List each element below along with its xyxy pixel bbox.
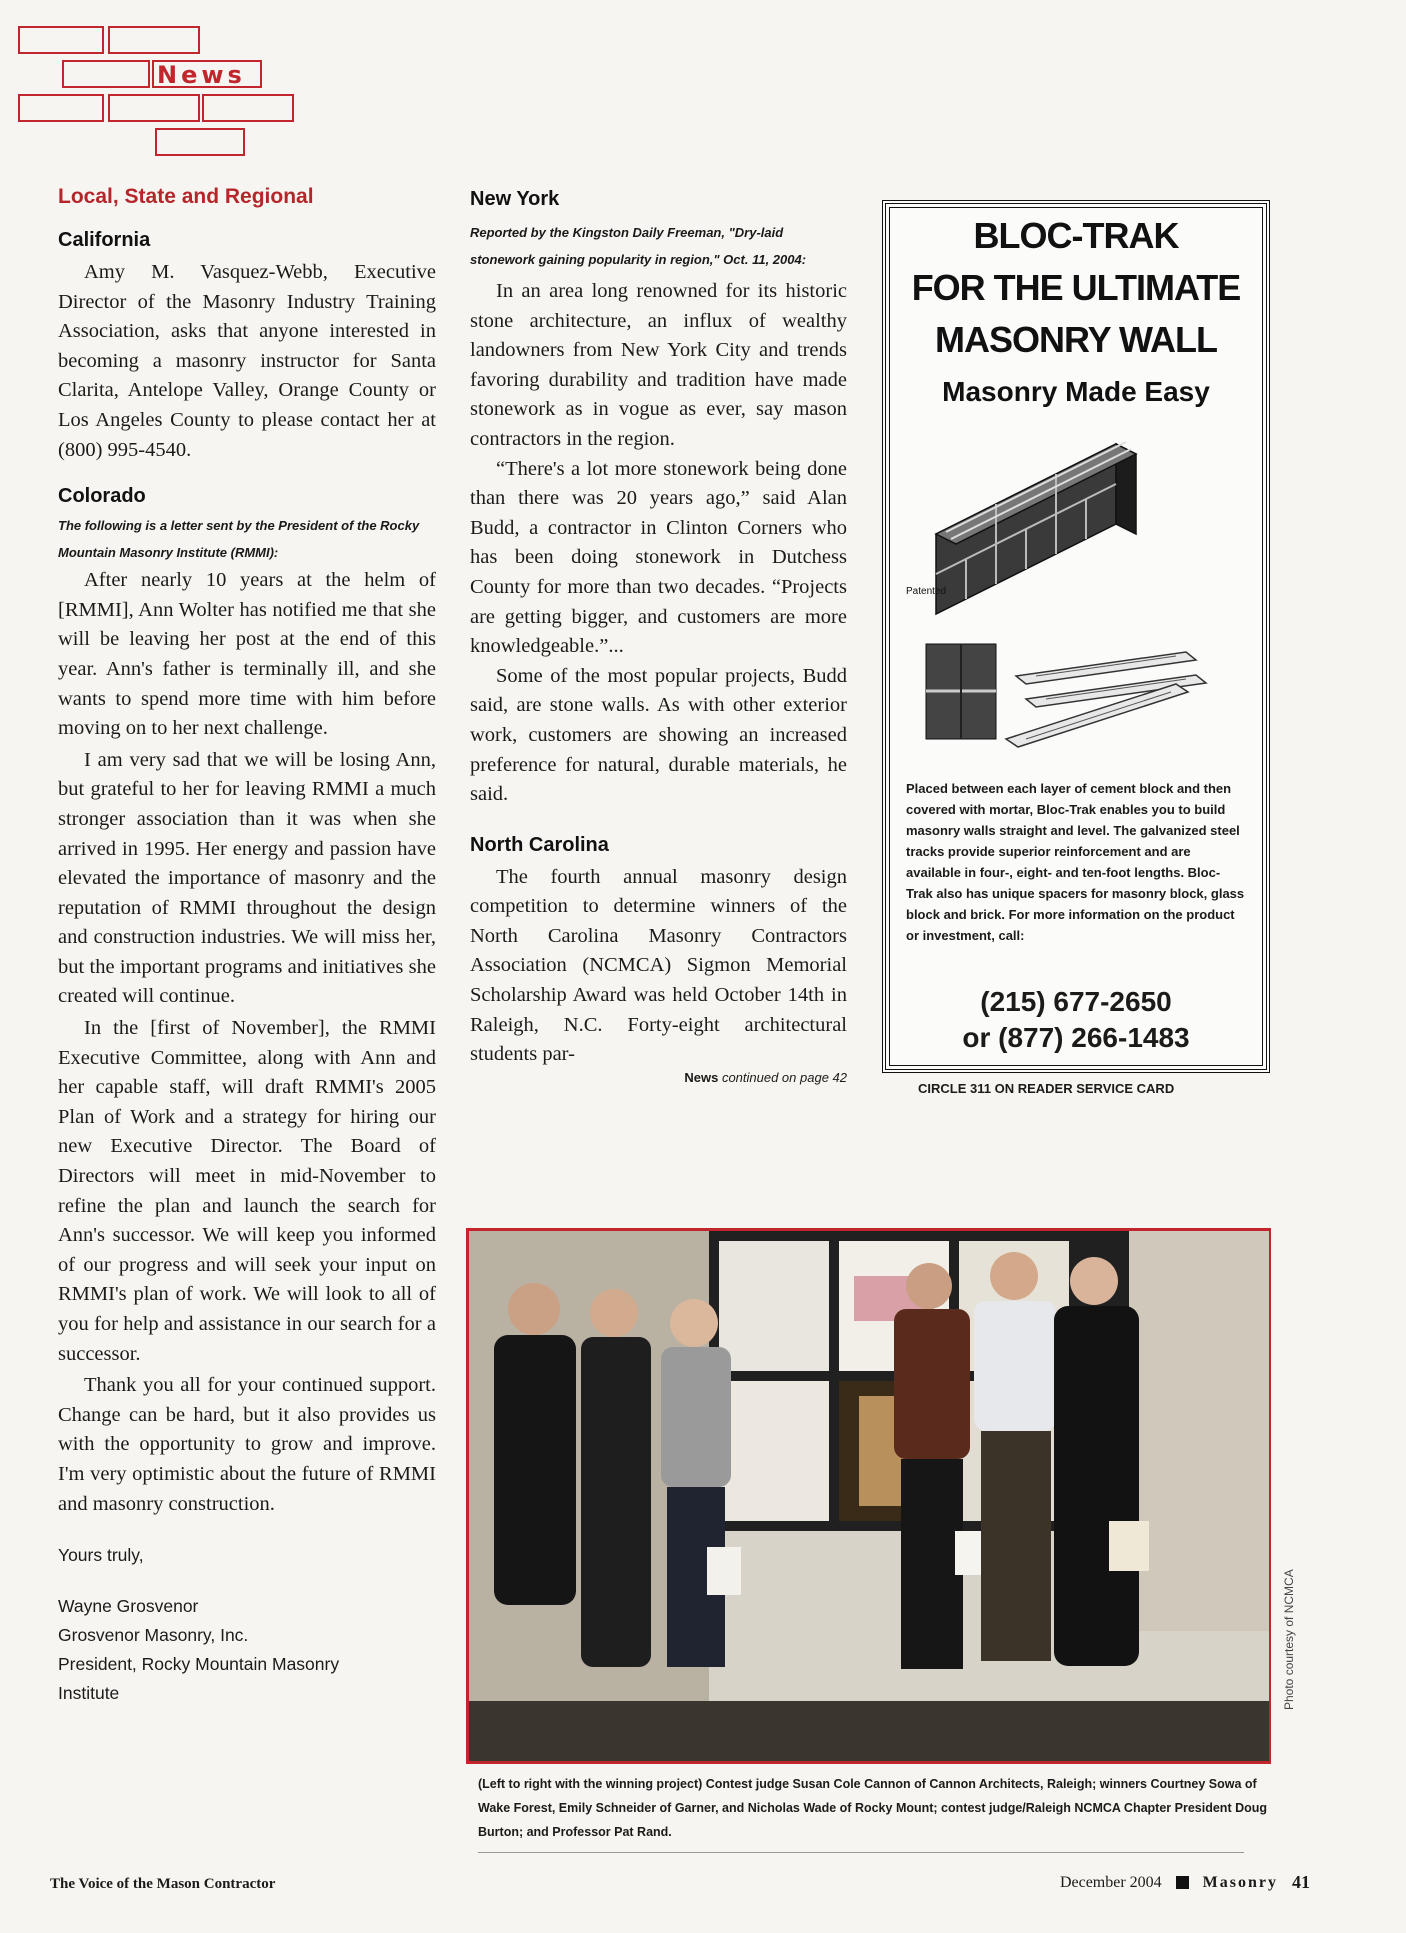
brick [202, 94, 294, 122]
colorado-paragraph: After nearly 10 years at the helm of [RMMI], Ann Wolter has notified me that she will be leaving her post at the end of this year. Ann's father is terminally ill, and she wants to spend more time with him before moving on to her next challenge. [58, 569, 436, 740]
ad-caption: CIRCLE 311 ON READER SERVICE CARD [918, 1081, 1175, 1096]
brick [18, 94, 104, 122]
photo-caption: (Left to right with the winning project) Contest judge Susan Cole Cannon of Cannon Architects, Raleigh; winners Courtney Sowa of Wake Forest, Emily Schneider of Garner, and Nicholas Wade of Rocky Mount; contest judge/Raleigh NCMCA Chapter President Doug Burton; and Professor Pat Rand. [478, 1777, 1268, 1839]
brick [155, 128, 245, 156]
block-wall-illustration [906, 414, 1236, 754]
column-left [58, 185, 436, 1708]
brick [18, 26, 104, 54]
ad-description: Placed between each layer of cement block and then covered with mortar, Bloc-Trak enables you to build masonry walls straight and level. The galvanized steel tracks provide superior reinforcement and are available in four-, eight- and ten-foot lengths. Bloc-Trak also has unique spacers for masonry block, glass block and brick. For more information on the product or investment, call: [906, 781, 1245, 943]
ad-title-line: MASONRY WALL [935, 319, 1217, 360]
section-label: News [157, 61, 246, 89]
brick [108, 94, 200, 122]
ad-subtitle: Masonry Made Easy [942, 376, 1210, 407]
brick [108, 26, 200, 54]
closing: Yours truly, [58, 1545, 144, 1566]
footer-folio [1060, 1872, 1310, 1893]
northcarolina-paragraph: The fourth annual masonry design competition to determine winners of the North Carolina Masonry Contractors Association (NCMCA) Sigmon Memorial Scholarship Award was held October 14th in Raleigh, N.C. Forty-eight architectural students par- [470, 865, 847, 1066]
bloc-trak-ad [882, 200, 1270, 1073]
ad-title [886, 210, 1266, 366]
brick [62, 60, 150, 88]
ncmca-winners-photo [466, 1228, 1271, 1764]
ad-title-line: FOR THE ULTIMATE [911, 267, 1241, 308]
caption-rule [478, 1852, 1244, 1853]
footer-tagline: The Voice of the Mason Contractor [50, 1876, 276, 1892]
continued-text: continued on page 42 [718, 1069, 847, 1085]
page-number: 41 [1292, 1872, 1310, 1892]
newyork-heading: New York [470, 188, 560, 210]
continued-note[interactable] [470, 1070, 847, 1085]
group-photo-illustration [469, 1231, 1269, 1761]
colorado-heading: Colorado [58, 485, 146, 508]
newyork-paragraph: “There's a lot more stonework being done than there was 20 years ago,” said Alan Budd, a contractor in Clinton Corners who has been doing stonework in Dutchess County for more than two decades. “Projects are getting bigger, and customers are more knowledgeable.”... [470, 457, 847, 658]
california-heading: California [58, 229, 151, 251]
column-middle [470, 188, 847, 1085]
ad-title-line: BLOC-TRAK [973, 215, 1179, 256]
separator-square [1176, 1876, 1189, 1889]
northcarolina-heading: North Carolina [470, 833, 609, 856]
patented-label: Patented [906, 586, 947, 597]
ad-phone-secondary: or (877) 266-1483 [962, 1022, 1190, 1053]
signature-title: President, Rocky Mountain Masonry Institute [58, 1654, 340, 1704]
colorado-paragraph: I am very sad that we will be losing Ann, but grateful to her for leaving RMMI a much stronger association than it was when she arrived in 1995. Her energy and passion have elevated the importance of masonry and the reputation of RMMI throughout the design and construction industries. We will miss her, but the important programs and initiatives she created will continue. [58, 748, 436, 1008]
continued-label: News [684, 1069, 719, 1085]
signature-company: Grosvenor Masonry, Inc. [58, 1625, 249, 1646]
ad-phone-primary: (215) 677-2650 [980, 986, 1172, 1017]
newyork-paragraph: Some of the most popular projects, Budd said, are stone walls. As with other exterior work, customers are showing an increased preference for natural, durable materials, he said. [470, 664, 847, 806]
signature-name: Wayne Grosvenor [58, 1596, 199, 1617]
colorado-paragraph: Thank you all for your continued support. Change can be hard, but it also provides us with the opportunity to grow and improve. I'm very optimistic about the future of RMMI and masonry construction. [58, 1374, 436, 1515]
magazine-name: Masonry [1202, 1873, 1278, 1891]
issue-date: December 2004 [1059, 1873, 1162, 1891]
california-body: Amy M. Vasquez-Webb, Executive Director of the Masonry Industry Training Association, asks that anyone interested in becoming a masonry instructor for Santa Clarita, Antelope Valley, Orange County or Los Angeles County to please contact her at (800) 995-4540. [58, 261, 436, 461]
photo-credit: Photo courtesy of NCMCA [1282, 1569, 1296, 1710]
section-heading: Local, State and Regional [58, 185, 314, 208]
newyork-paragraph: In an area long renowned for its historic stone architecture, an influx of wealthy landowners from New York City and trends favoring durability and tradition have made stonework as in vogue as ever, say mason contractors in the region. [470, 280, 847, 450]
newyork-intro: Reported by the Kingston Daily Freeman, "Dry-laid stonework gaining popularity in region," Oct. 11, 2004: [470, 225, 807, 267]
colorado-paragraph: In the [first of November], the RMMI Executive Committee, along with Ann and her capable staff, will draft RMMI's 2005 Plan of Work and a strategy for hiring our new Executive Director. The Board of Directors will meet in mid-November to refine the plan and launch the search for Ann's successor. We will keep you informed of our progress and will seek your input on RMMI's plan of work. We will look to all of you for help and assistance in our search for a successor. [58, 1017, 436, 1365]
colorado-intro: The following is a letter sent by the President of the Rocky Mountain Masonry Institute (RMMI): [58, 518, 420, 561]
